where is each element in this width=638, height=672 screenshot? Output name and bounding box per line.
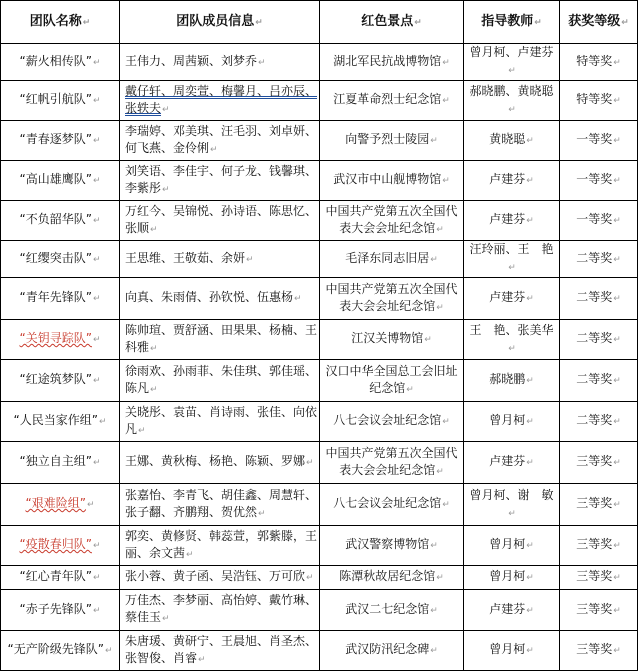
header-row — [1, 1, 638, 44]
cell-award: 三等奖↵ — [560, 484, 638, 526]
cell-team-name: “红缨突击队”↵ — [1, 241, 120, 278]
cell-members: 王娜、黄秋梅、杨艳、陈颖、罗娜↵ — [120, 442, 320, 484]
cell-award: 三等奖↵ — [560, 442, 638, 484]
table-row — [1, 631, 638, 671]
cell-members: 万红今、吴锦悦、孙诗语、陈思忆、张顺↵ — [120, 201, 320, 241]
cell-award: 一等奖↵ — [560, 201, 638, 241]
cell-team-name: “独立自主组”↵ — [1, 442, 120, 484]
table-row — [1, 201, 638, 241]
cell-team-name: “艰难险组”↵ — [1, 484, 120, 526]
cell-teacher: 汪玲丽、王 艳↵ — [464, 241, 560, 278]
cell-members: 戴仔轩、周奕萱、梅馨月、吕亦辰、张轶夫↵ — [120, 81, 320, 121]
table-row — [1, 442, 638, 484]
cell-award: 三等奖↵ — [560, 526, 638, 566]
table-row — [1, 241, 638, 278]
cell-red-site: 中国共产党第五次全国代表大会会址纪念馆↵ — [320, 442, 464, 484]
cell-team-name: “无产阶级先锋队”↵ — [1, 631, 120, 671]
header-team-name: 团队名称↵ — [1, 1, 120, 44]
table-row — [1, 44, 638, 81]
cell-members: 朱唐瑗、黄研宁、王晨旭、肖圣杰、张智俊、肖睿↵ — [120, 631, 320, 671]
cell-award: 三等奖↵ — [560, 566, 638, 590]
cell-teacher: 曾月柯↵ — [464, 402, 560, 442]
cell-members: 万佳杰、李梦丽、高怡婷、戴竹琳、蔡佳玉↵ — [120, 590, 320, 631]
cell-teacher: 卢建芬↵ — [464, 590, 560, 631]
table-row — [1, 278, 638, 320]
cell-red-site: 武汉警察博物馆↵ — [320, 526, 464, 566]
cell-members: 陈帅瑄、贾舒涵、田果果、杨楠、王科雅↵ — [120, 320, 320, 360]
cell-team-name: “青年先锋队”↵ — [1, 278, 120, 320]
cell-red-site: 中国共产党第五次全国代表大会会址纪念馆↵ — [320, 278, 464, 320]
cell-members: 王思维、王敬茹、余妍↵ — [120, 241, 320, 278]
cell-red-site: 八七会议会址纪念馆↵ — [320, 484, 464, 526]
cell-red-site: 武汉市中山舰博物馆↵ — [320, 161, 464, 201]
cell-award: 二等奖↵ — [560, 402, 638, 442]
cell-team-name: “红心青年队”↵ — [1, 566, 120, 590]
cell-red-site: 汉口中华全国总工会旧址纪念馆↵ — [320, 360, 464, 402]
cell-team-name: “赤子先锋队”↵ — [1, 590, 120, 631]
cell-award: 二等奖↵ — [560, 320, 638, 360]
cell-award: 一等奖↵ — [560, 161, 638, 201]
cell-red-site: 湖北军民抗战博物馆↵ — [320, 44, 464, 81]
cell-red-site: 武汉二七纪念馆↵ — [320, 590, 464, 631]
header-members: 团队成员信息↵ — [120, 1, 320, 44]
cell-red-site: 江汉关博物馆↵ — [320, 320, 464, 360]
cell-members: 张小蓉、黄子函、吴浩钰、万可欣↵ — [120, 566, 320, 590]
table-row — [1, 402, 638, 442]
header-red-site: 红色景点↵ — [320, 1, 464, 44]
table-row — [1, 81, 638, 121]
table-row — [1, 121, 638, 161]
cell-team-name: “红途筑梦队”↵ — [1, 360, 120, 402]
table-row — [1, 161, 638, 201]
cell-award: 三等奖↵ — [560, 590, 638, 631]
cell-members: 李瑞婷、邓美琪、汪毛羽、刘卓妍、何飞燕、金伶俐↵ — [120, 121, 320, 161]
cell-teacher: 曾月柯↵ — [464, 526, 560, 566]
cell-award: 特等奖↵ — [560, 44, 638, 81]
cell-teacher: 卢建芬↵ — [464, 161, 560, 201]
cell-teacher: 曾月柯、谢 敏↵ — [464, 484, 560, 526]
table-row — [1, 566, 638, 590]
cell-award: 二等奖↵ — [560, 278, 638, 320]
cell-red-site: 武汉防汛纪念碑↵ — [320, 631, 464, 671]
cell-teacher: 黄晓聪↵ — [464, 121, 560, 161]
table-row — [1, 590, 638, 631]
table-body — [1, 44, 638, 671]
cell-team-name: “青春逐梦队”↵ — [1, 121, 120, 161]
cell-award: 一等奖↵ — [560, 121, 638, 161]
cell-members: 向真、朱雨倩、孙钦悦、伍惠杨↵ — [120, 278, 320, 320]
cell-members: 郭奕、黄修贤、韩蕊萱，郭紫滕，王丽、余文茜↵ — [120, 526, 320, 566]
cell-teacher: 郝晓鹏↵ — [464, 360, 560, 402]
cell-team-name: “薪火相传队”↵ — [1, 44, 120, 81]
cell-award: 三等奖↵ — [560, 631, 638, 671]
table-row — [1, 484, 638, 526]
cell-red-site: 中国共产党第五次全国代表大会会址纪念馆↵ — [320, 201, 464, 241]
cell-team-name: “不负韶华队”↵ — [1, 201, 120, 241]
header-award: 获奖等级↵ — [560, 1, 638, 44]
cell-award: 二等奖↵ — [560, 241, 638, 278]
cell-members: 张嘉怡、李青飞、胡佳鑫、周慧轩、张子翻、齐鹏翔、贺优然↵ — [120, 484, 320, 526]
cell-red-site: 毛泽东同志旧居↵ — [320, 241, 464, 278]
table-row — [1, 526, 638, 566]
cell-members: 王伟力、周茜颖、刘梦乔↵ — [120, 44, 320, 81]
cell-team-name: “疫散春归队”↵ — [1, 526, 120, 566]
cell-red-site: 陈潭秋故居纪念馆↵ — [320, 566, 464, 590]
table-row — [1, 360, 638, 402]
cell-teacher: 卢建芬↵ — [464, 201, 560, 241]
cell-red-site: 向警予烈士陵园↵ — [320, 121, 464, 161]
cell-teacher: 曾月柯↵ — [464, 566, 560, 590]
cell-team-name: “关钥寻踪队”↵ — [1, 320, 120, 360]
cell-award: 特等奖↵ — [560, 81, 638, 121]
cell-red-site: 江夏革命烈士纪念馆↵ — [320, 81, 464, 121]
cell-teacher: 曾月柯↵ — [464, 631, 560, 671]
table-row — [1, 320, 638, 360]
cell-teacher: 王 艳、张美华↵ — [464, 320, 560, 360]
cell-teacher: 卢建芬↵ — [464, 278, 560, 320]
cell-teacher: 曾月柯、卢建芬↵ — [464, 44, 560, 81]
cell-members: 刘笑语、李佳宇、何子龙、钱馨琪、李紫彤↵ — [120, 161, 320, 201]
cell-teacher: 卢建芬↵ — [464, 442, 560, 484]
cell-teacher: 郝晓鹏、黄晓聪↵ — [464, 81, 560, 121]
cell-team-name: “红帆引航队”↵ — [1, 81, 120, 121]
header-teacher: 指导教师↵ — [464, 1, 560, 44]
cell-award: 二等奖↵ — [560, 360, 638, 402]
cell-members: 徐雨欢、孙雨菲、朱佳琪、郭佳瑶、陈凡↵ — [120, 360, 320, 402]
cell-red-site: 八七会议会址纪念馆↵ — [320, 402, 464, 442]
cell-team-name: “高山雄鹰队”↵ — [1, 161, 120, 201]
cell-team-name: “人民当家作组”↵ — [1, 402, 120, 442]
cell-members: 关晓彤、袁苗、肖诗雨、张佳、向依凡↵ — [120, 402, 320, 442]
